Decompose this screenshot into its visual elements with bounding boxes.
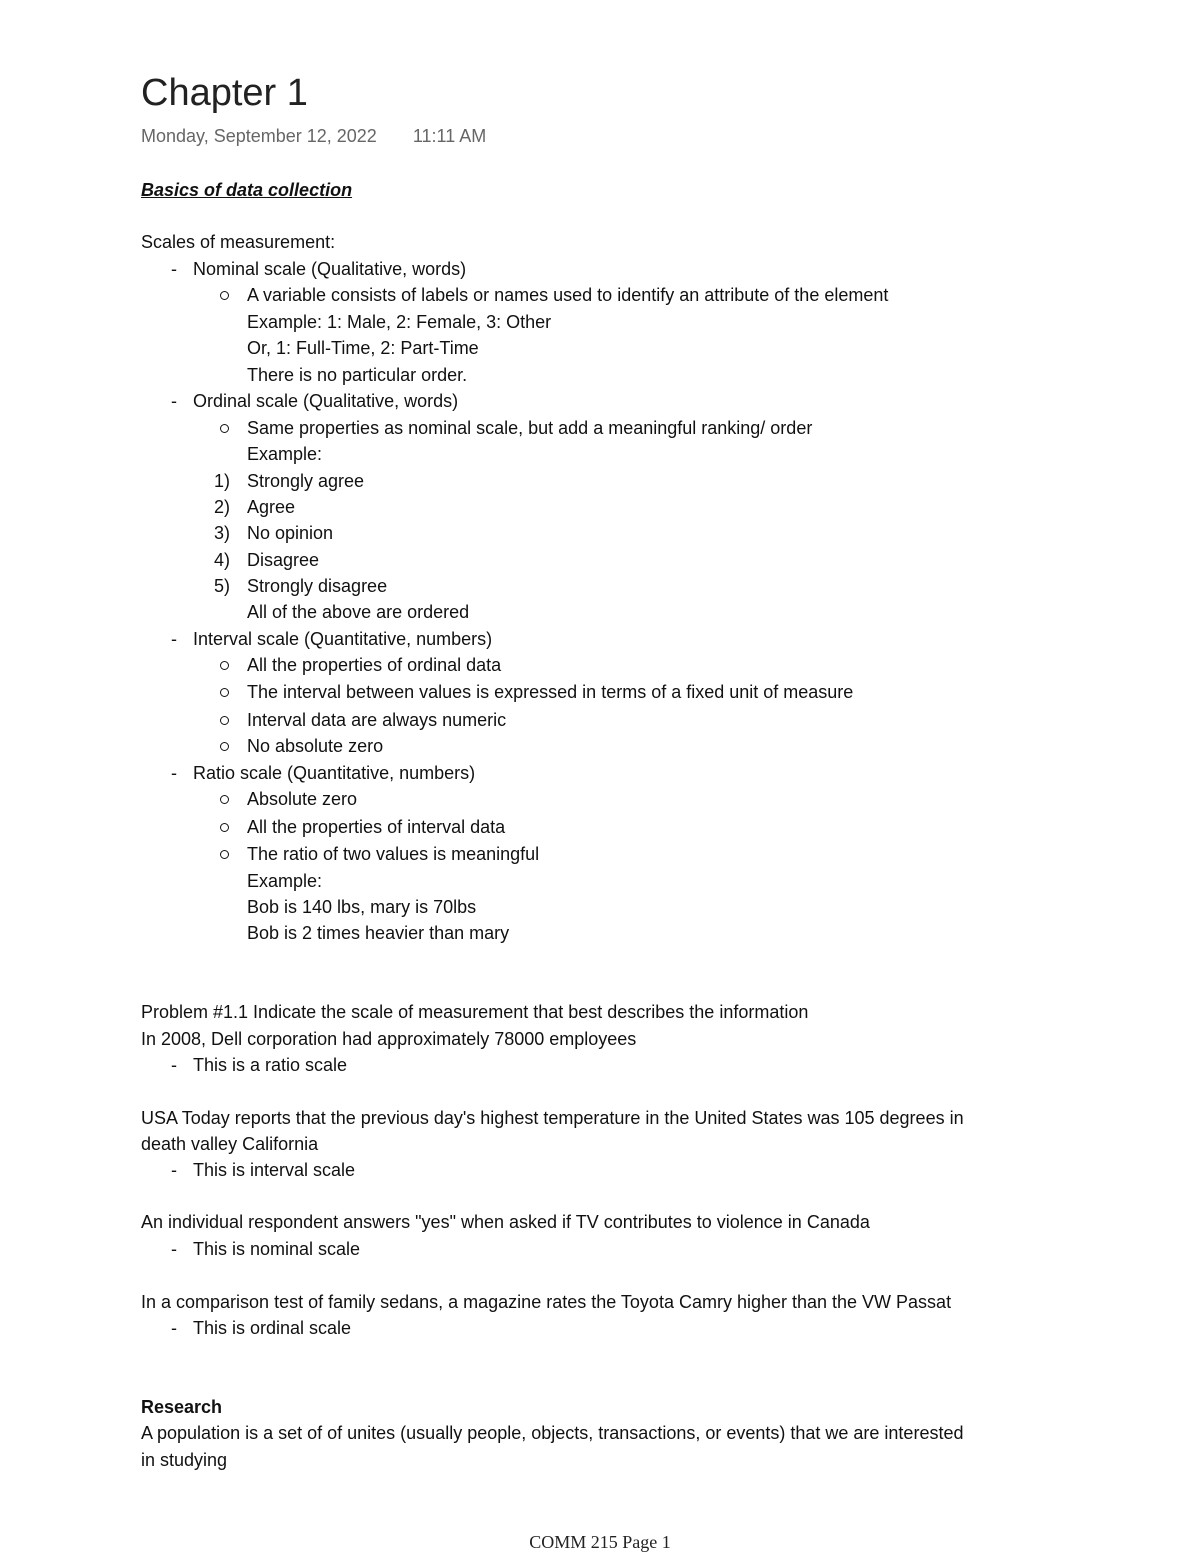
problem-question-3: An individual respondent answers "yes" when asked if TV contributes to violence in Canada [141, 1212, 870, 1232]
research-text-cont: in studying [141, 1450, 228, 1470]
dash-bullet-icon: - [171, 763, 177, 783]
dash-bullet-icon: - [171, 1160, 177, 1180]
problem-answer-2: This is interval scale [193, 1160, 356, 1180]
circle-bullet-icon [220, 424, 229, 433]
circle-bullet-icon [220, 795, 229, 804]
section-heading-basics: Basics of data collection [141, 180, 353, 200]
dash-bullet-icon: - [171, 1239, 177, 1259]
ratio-example-2: Bob is 2 times heavier than mary [247, 923, 510, 943]
interval-bullet: The interval between values is expressed in terms of a fixed unit of measure [247, 682, 854, 702]
nominal-bullet: A variable consists of labels or names used to identify an attribute of the element [247, 285, 889, 305]
page-title: Chapter 1 [141, 72, 308, 114]
nominal-example-2: Or, 1: Full-Time, 2: Part-Time [247, 338, 479, 358]
problem-question-2-cont: death valley California [141, 1134, 319, 1154]
circle-bullet-icon [220, 661, 229, 670]
page-timestamp [141, 126, 486, 147]
interval-bullet: Interval data are always numeric [247, 710, 507, 730]
page-footer: COMM 215 Page 1 [529, 1532, 671, 1552]
list-item: Strongly disagree [247, 576, 388, 596]
list-item: Strongly agree [247, 471, 365, 491]
ordinal-example-label: Example: [247, 444, 323, 464]
list-number: 1) [214, 471, 231, 491]
ratio-label: Ratio scale (Quantitative, numbers) [193, 763, 476, 783]
problem-question-1: In 2008, Dell corporation had approximately 78000 employees [141, 1029, 637, 1049]
circle-bullet-icon [220, 742, 229, 751]
ordinal-label: Ordinal scale (Qualitative, words) [193, 391, 459, 411]
interval-bullet: No absolute zero [247, 736, 384, 756]
nominal-example-1: Example: 1: Male, 2: Female, 3: Other [247, 312, 552, 332]
problem-title: Problem #1.1 Indicate the scale of measurement that best describes the information [141, 1002, 809, 1022]
research-text: A population is a set of of unites (usually people, objects, transactions, or events) that we are interested [141, 1423, 964, 1443]
ratio-bullet: Absolute zero [247, 789, 358, 809]
ratio-example-label: Example: [247, 871, 323, 891]
ratio-bullet: The ratio of two values is meaningful [247, 844, 540, 864]
circle-bullet-icon [220, 291, 229, 300]
list-number: 4) [214, 550, 231, 570]
dash-bullet-icon: - [171, 391, 177, 411]
problem-question-4: In a comparison test of family sedans, a magazine rates the Toyota Camry higher than the VW Passat [141, 1292, 952, 1312]
list-number: 5) [214, 576, 231, 596]
ratio-example-1: Bob is 140 lbs, mary is 70lbs [247, 897, 477, 917]
ordinal-bullet: Same properties as nominal scale, but add a meaningful ranking/ order [247, 418, 813, 438]
list-number: 3) [214, 523, 231, 543]
circle-bullet-icon [220, 688, 229, 697]
nominal-label: Nominal scale (Qualitative, words) [193, 259, 467, 279]
scales-intro: Scales of measurement: [141, 232, 336, 252]
interval-label: Interval scale (Quantitative, numbers) [193, 629, 493, 649]
problem-answer-1: This is a ratio scale [193, 1055, 348, 1075]
list-item: No opinion [247, 523, 334, 543]
ratio-bullet: All the properties of interval data [247, 817, 506, 837]
dash-bullet-icon: - [171, 1055, 177, 1075]
page-time: 11:11 AM [412, 126, 487, 146]
page-date: Monday, September 12, 2022 [141, 126, 377, 146]
list-number: 2) [214, 497, 231, 517]
problem-answer-4: This is ordinal scale [193, 1318, 352, 1338]
dash-bullet-icon: - [171, 629, 177, 649]
circle-bullet-icon [220, 850, 229, 859]
interval-bullet: All the properties of ordinal data [247, 655, 502, 675]
list-item: Disagree [247, 550, 320, 570]
nominal-note: There is no particular order. [247, 365, 468, 385]
circle-bullet-icon [220, 823, 229, 832]
research-heading: Research [141, 1397, 223, 1417]
problem-question-2: USA Today reports that the previous day's highest temperature in the United States was 105 degrees in [141, 1108, 964, 1128]
problem-answer-3: This is nominal scale [193, 1239, 361, 1259]
dash-bullet-icon: - [171, 259, 177, 279]
list-item: Agree [247, 497, 296, 517]
dash-bullet-icon: - [171, 1318, 177, 1338]
ordinal-note: All of the above are ordered [247, 602, 470, 622]
circle-bullet-icon [220, 716, 229, 725]
